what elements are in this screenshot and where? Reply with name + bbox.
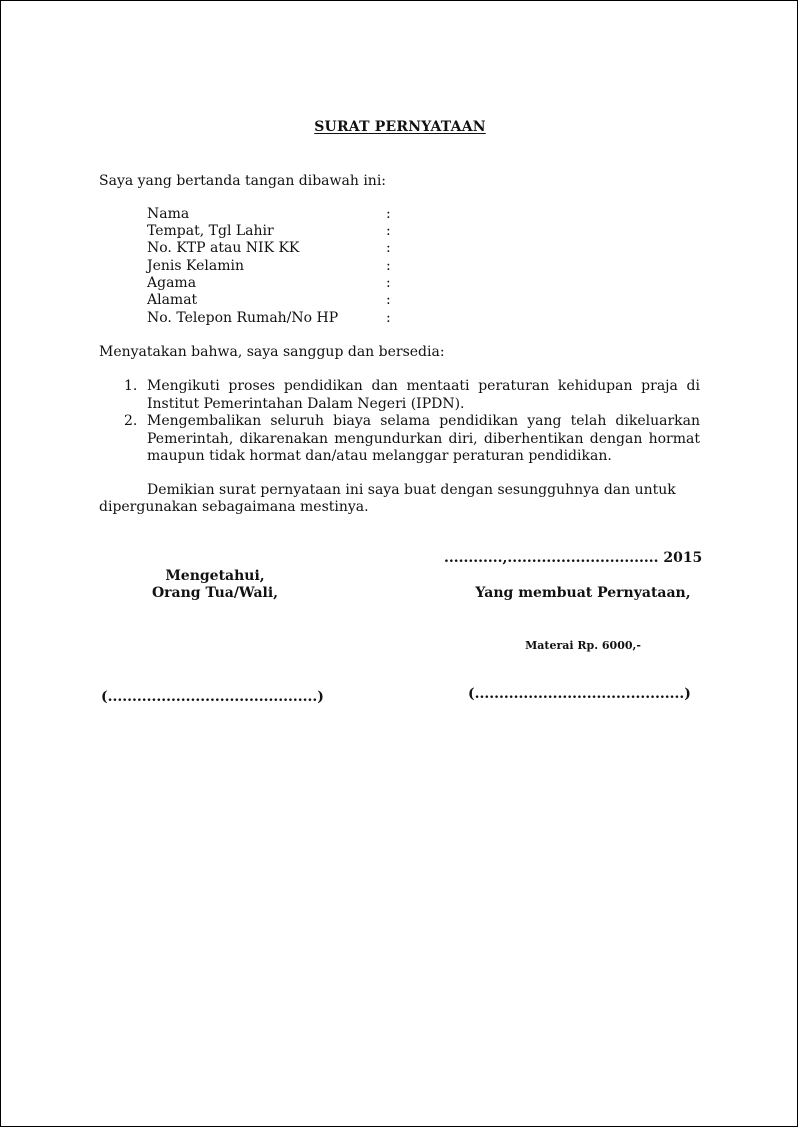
stamp-label: Materai Rp. 6000,-: [525, 639, 641, 652]
right-sign-title: Yang membuat Pernyataan,: [475, 585, 691, 601]
field-colon: :: [386, 240, 391, 256]
field-colon: :: [386, 258, 391, 274]
list-item-text: Mengembalikan seluruh biaya selama pendidikan yang telah dikeluarkan Pemerintah, dikarenakan mengundurkan diri, diberhentikan dengan hormat maupun tidak hormat dan/atau melanggar peraturan pendidikan.: [147, 413, 700, 464]
field-label-alamat: Alamat: [147, 292, 198, 308]
field-label-agama: Agama: [147, 275, 197, 291]
field-label-jenis-kelamin: Jenis Kelamin: [147, 258, 244, 274]
field-colon: :: [386, 223, 391, 239]
field-colon: :: [386, 310, 391, 326]
intro-text: Saya yang bertanda tangan dibawah ini:: [99, 173, 387, 189]
document-title: [1, 119, 798, 135]
field-label-ktp-nik: No. KTP atau NIK KK: [147, 240, 300, 256]
statement-intro: Menyatakan bahwa, saya sanggup dan bersedia:: [99, 344, 445, 360]
closing-line-1: Demikian surat pernyataan ini saya buat dengan sesungguhnya dan untuk: [147, 482, 676, 498]
field-label-telepon: No. Telepon Rumah/No HP: [147, 310, 339, 326]
field-label-nama: Nama: [147, 206, 190, 222]
field-label-tempat-tgl-lahir: Tempat, Tgl Lahir: [147, 223, 274, 239]
place-date: ............,............................... 2015: [444, 550, 703, 566]
left-sign-placeholder: (...........................................): [101, 689, 324, 705]
document-title-text: SURAT PERNYATAAN: [314, 119, 486, 135]
list-item-text: Mengikuti proses pendidikan dan mentaati peraturan kehidupan praja di Institut Pemerintahan Dalam Negeri (IPDN).: [147, 378, 700, 412]
list-item-number: 2.: [124, 413, 138, 429]
list-item-number: 1.: [124, 378, 138, 394]
left-sign-line-1: Mengetahui,: [165, 568, 265, 584]
closing-line-2: dipergunakan sebagaimana mestinya.: [99, 499, 369, 515]
field-colon: :: [386, 292, 391, 308]
left-sign-line-2: Orang Tua/Wali,: [151, 585, 279, 601]
right-sign-placeholder: (...........................................): [468, 686, 691, 702]
field-colon: :: [386, 275, 391, 291]
field-colon: :: [386, 206, 391, 222]
